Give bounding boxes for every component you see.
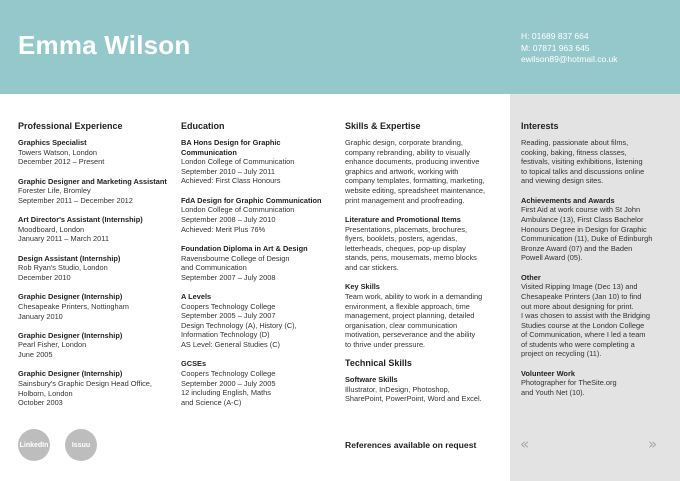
entry-line: December 2010 xyxy=(18,272,71,282)
entry-line: and Communication xyxy=(181,263,247,273)
experience-heading: Professional Experience xyxy=(18,121,123,131)
entry-line: environment, a flexible approach, time xyxy=(345,301,470,311)
entry-line: January 2010 xyxy=(18,311,63,321)
next-page-icon[interactable]: » xyxy=(648,435,658,453)
entry-line: to thrive under pressure. xyxy=(345,339,426,349)
entry-line: Coopers Technology College xyxy=(181,369,276,379)
experience-column xyxy=(18,121,168,418)
software-skills-entry xyxy=(345,375,495,404)
entry xyxy=(521,138,667,186)
entry-line: London College of Communication xyxy=(181,205,295,215)
entry-line: management, project planning, detailed xyxy=(345,311,475,321)
entry xyxy=(521,273,667,359)
entry-line: enhance documents, producing inventive xyxy=(345,157,480,167)
email-address[interactable]: ewilson89@hotmail.co.uk xyxy=(521,54,618,64)
entry-line: AS Level: General Studies (C) xyxy=(181,340,280,350)
interests-column xyxy=(521,121,667,407)
entry-line: Holborn, London xyxy=(18,388,73,398)
interests-heading: Interests xyxy=(521,121,559,131)
entry-line: Towers Watson, London xyxy=(18,147,98,157)
education-heading: Education xyxy=(181,121,225,131)
entry xyxy=(18,331,168,360)
entry-line: Reading, passionate about films, xyxy=(521,138,629,147)
entry-line: Sainsbury's Graphic Design Head Office, xyxy=(18,379,152,389)
entry-line: of Communication, where I led a team xyxy=(521,330,646,340)
issuu-button[interactable]: Issuu xyxy=(65,429,97,461)
entry xyxy=(181,292,331,350)
entry-line: project on recycling (11). xyxy=(521,349,602,359)
mobile-phone: M: 07871 963 645 xyxy=(521,42,590,53)
entry-line: Illustrator, InDesign, Photoshop, xyxy=(345,384,450,394)
entry-line: Achieved: Merit Plus 76% xyxy=(181,224,266,234)
entry-line: Chesapeake Printers (Jan 10) to find xyxy=(521,291,642,301)
entry-line: Ravensbourne College of Design xyxy=(181,253,290,263)
entry xyxy=(345,215,495,273)
entry-title: Literature and Promotional Items xyxy=(345,214,461,224)
entry-line: and Youth Net (10). xyxy=(521,388,585,398)
entry-line: 12 including English, Maths xyxy=(181,388,271,398)
entry-line: Design Technology (A), History (C), xyxy=(181,320,297,330)
entry-line: Rob Ryan's Studio, London xyxy=(18,263,108,273)
entry xyxy=(18,369,168,407)
entry xyxy=(345,138,495,205)
header-banner xyxy=(0,0,680,94)
entry-line: October 2003 xyxy=(18,398,63,408)
entry-line: September 2010 – July 2011 xyxy=(181,166,275,176)
entry-line: Information Technology (D) xyxy=(181,330,270,340)
entry xyxy=(181,359,331,407)
entry-line: and car stickers. xyxy=(345,262,399,272)
entry xyxy=(521,196,667,263)
entry-line: September 2007 – July 2008 xyxy=(181,272,276,282)
entry-title: Design Assistant (Internship) xyxy=(18,253,121,263)
entry-line: Achieved: First Class Honours xyxy=(181,176,281,186)
entry-line: Graphic design, corporate branding, xyxy=(345,138,463,147)
entry-line: September 2011 – December 2012 xyxy=(18,195,133,205)
entry-title: BA Hons Design for Graphic Communication xyxy=(181,138,281,157)
entry xyxy=(181,244,331,282)
linkedin-button[interactable]: LinkedIn xyxy=(18,429,50,461)
entry-title: Graphic Designer (Internship) xyxy=(18,330,123,340)
entry-title: Graphic Designer (Internship) xyxy=(18,292,123,302)
entry-line: flyers, booklets, posters, agendas, xyxy=(345,234,458,244)
entry-line: September 2000 – July 2005 xyxy=(181,378,276,388)
entry-title: Graphic Designer and Marketing Assistant xyxy=(18,176,167,186)
previous-page-icon[interactable]: « xyxy=(520,435,530,453)
entry-line: Coopers Technology College xyxy=(181,301,276,311)
name-title: Emma Wilson xyxy=(18,30,191,60)
entry-line: Pearl Fisher, London xyxy=(18,340,87,350)
entry-line: Powell Award (05). xyxy=(521,253,583,263)
entry-line: Visited Ripping Image (Dec 13) and xyxy=(521,282,638,292)
entry-line: September 2008 – July 2010 xyxy=(181,214,276,224)
entry-title: Software Skills xyxy=(345,375,398,385)
entry-title: FdA Design for Graphic Communication xyxy=(181,195,322,205)
entry-line: June 2005 xyxy=(18,350,53,360)
entry-line: Team work, ability to work in a demanding xyxy=(345,291,483,301)
education-column xyxy=(181,121,331,417)
entry xyxy=(18,292,168,321)
entry-line: and viewing design sites. xyxy=(521,176,604,186)
entry-line: and Science (A-C) xyxy=(181,397,242,407)
entry-line: December 2012 – Present xyxy=(18,157,105,167)
entry-line: London College of Communication xyxy=(181,157,295,167)
home-phone: H: 01689 837 664 xyxy=(521,31,589,41)
entry-line: to topical talks and discussions online xyxy=(521,166,645,176)
entry-title: A Levels xyxy=(181,292,212,302)
entry xyxy=(181,138,331,186)
entry-line: Moodboard, London xyxy=(18,224,85,234)
entry-line: Ambulance (13), First Class Bachelor xyxy=(521,214,644,224)
entry-line: motivation, perseverance and the ability xyxy=(345,330,476,340)
entry xyxy=(18,215,168,244)
entry-title: Graphic Designer (Internship) xyxy=(18,369,123,379)
contact-info xyxy=(521,31,618,66)
entry-line: Communication (11), Duke of Edinburgh xyxy=(521,234,653,244)
entry-line: stands, pens, mousemats, memo blocks xyxy=(345,253,477,263)
entry-line: I was chosen to assist with the Bridging xyxy=(521,311,650,321)
entry-title: Key Skills xyxy=(345,282,380,292)
entry-line: graphics and artwork, working with xyxy=(345,166,459,176)
skills-column xyxy=(345,121,495,414)
entry xyxy=(521,369,667,398)
entry-line: Studies course at the London College xyxy=(521,320,645,330)
entry-line: out more about designing for print. xyxy=(521,301,634,311)
entry-title: Other xyxy=(521,272,541,282)
entry-line: festivals, visiting exhibitions, listening xyxy=(521,157,643,167)
entry-line: letterheads, cheques, pop-up display xyxy=(345,243,466,253)
entry-line: Presentations, placemats, brochures, xyxy=(345,224,468,234)
technical-skills-heading: Technical Skills xyxy=(345,358,412,369)
entry xyxy=(18,138,168,167)
entry-title: Art Director's Assistant (Internship) xyxy=(18,215,143,225)
entry-line: company rebranding, ability to visually xyxy=(345,147,470,157)
entry-title: GCSEs xyxy=(181,359,207,369)
entry-line: September 2005 – July 2007 xyxy=(181,311,276,321)
entry-line: print management and proofreading. xyxy=(345,195,465,205)
entry-line: Forester Life, Bromley xyxy=(18,186,91,196)
entry-title: Foundation Diploma in Art & Design xyxy=(181,243,308,253)
entry-line: Honours Degree in Design for Graphic xyxy=(521,224,647,234)
entry-title: Achievements and Awards xyxy=(521,195,615,205)
references-note: References available on request xyxy=(345,440,477,450)
entry-line: SharePoint, PowerPoint, Word and Excel. xyxy=(345,394,482,404)
entry xyxy=(18,254,168,283)
entry xyxy=(18,177,168,206)
entry-line: website editing, spreadsheet maintenance, xyxy=(345,185,486,195)
entry-title: Volunteer Work xyxy=(521,368,575,378)
entry-line: of students who were completing a xyxy=(521,339,635,349)
skills-heading: Skills & Expertise xyxy=(345,121,421,131)
entry-line: First Aid at work course with St John xyxy=(521,205,641,215)
entry-line: Photographer for TheSite.org xyxy=(521,378,617,388)
entry-line: company templates, formatting, marketing, xyxy=(345,176,485,186)
entry-line: Chesapeake Printers, Nottingham xyxy=(18,301,129,311)
entry-title: Graphics Specialist xyxy=(18,138,87,147)
entry-line: cooking, baking, fitness classes, xyxy=(521,147,627,157)
entry xyxy=(181,196,331,234)
entry xyxy=(345,282,495,349)
entry-line: January 2011 – March 2011 xyxy=(18,234,109,244)
entry-line: organisation, clear communication xyxy=(345,320,458,330)
entry-line: Bronze Award (07) and the Baden xyxy=(521,243,633,253)
